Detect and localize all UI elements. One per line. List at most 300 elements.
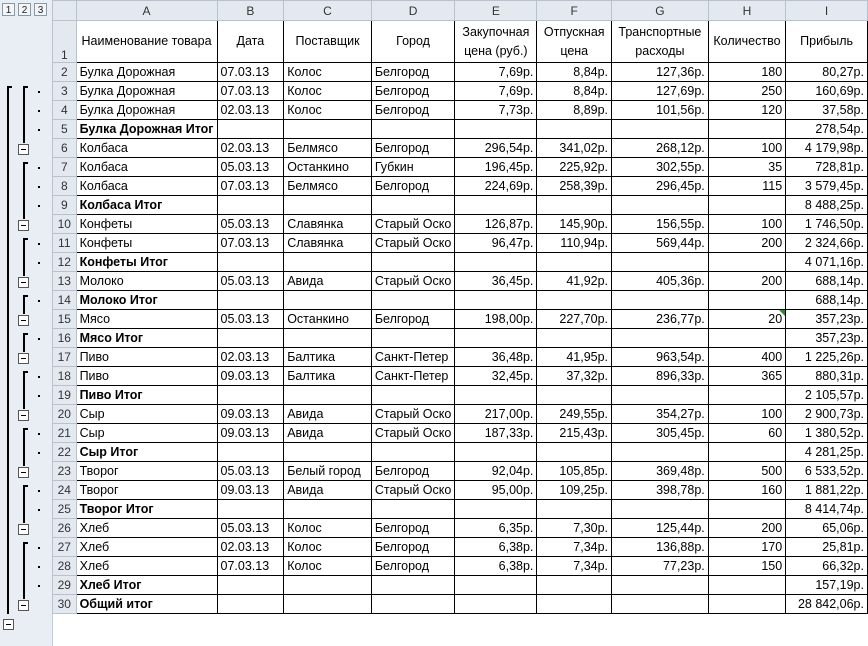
cell-city[interactable]: Белгород (371, 538, 455, 557)
cell-purchase-price[interactable] (455, 329, 537, 348)
cell-supplier[interactable] (284, 329, 372, 348)
cell-product[interactable]: Мясо (76, 310, 217, 329)
cell-quantity[interactable]: 170 (708, 538, 785, 557)
cell-city[interactable]: Губкин (371, 158, 455, 177)
cell-product[interactable]: Хлеб (76, 538, 217, 557)
collapse-group-button[interactable] (18, 277, 29, 288)
row-header[interactable]: 12 (53, 253, 77, 272)
cell-supplier[interactable] (284, 386, 372, 405)
cell-sale-price[interactable]: 225,92р. (537, 158, 612, 177)
cell-product[interactable]: Колбаса (76, 139, 217, 158)
cell-product[interactable]: Общий итог (76, 595, 217, 614)
header-cell-supplier[interactable]: Поставщик (284, 21, 372, 63)
cell-date[interactable]: 09.03.13 (217, 405, 284, 424)
cell-city[interactable]: Старый Оско (371, 405, 455, 424)
cell-profit[interactable]: 8 488,25р. (786, 196, 868, 215)
cell-purchase-price[interactable] (455, 500, 537, 519)
row-header[interactable]: 6 (53, 139, 77, 158)
row-header[interactable]: 17 (53, 348, 77, 367)
cell-supplier[interactable] (284, 253, 372, 272)
cell-transport-cost[interactable] (612, 120, 709, 139)
column-header-g[interactable]: G (612, 1, 709, 21)
cell-sale-price[interactable]: 105,85р. (537, 462, 612, 481)
cell-product[interactable]: Хлеб Итог (76, 576, 217, 595)
cell-purchase-price[interactable]: 6,38р. (455, 538, 537, 557)
cell-profit[interactable]: 37,58р. (786, 101, 868, 120)
cell-date[interactable]: 05.03.13 (217, 272, 284, 291)
row-header[interactable]: 25 (53, 500, 77, 519)
header-cell-sale-price[interactable]: Отпускная цена (537, 21, 612, 63)
collapse-group-button[interactable] (18, 410, 29, 421)
cell-sale-price[interactable]: 341,02р. (537, 139, 612, 158)
collapse-group-button[interactable] (18, 600, 29, 611)
cell-date[interactable] (217, 443, 284, 462)
cell-city[interactable]: Белгород (371, 557, 455, 576)
cell-date[interactable]: 07.03.13 (217, 177, 284, 196)
cell-quantity[interactable]: 20 (708, 310, 785, 329)
outline-level-3-button[interactable]: 3 (34, 3, 47, 16)
cell-quantity[interactable]: 60 (708, 424, 785, 443)
cell-purchase-price[interactable]: 196,45р. (455, 158, 537, 177)
cell-product[interactable]: Сыр (76, 424, 217, 443)
cell-transport-cost[interactable] (612, 595, 709, 614)
collapse-group-button[interactable] (18, 353, 29, 364)
cell-city[interactable] (371, 386, 455, 405)
cell-quantity[interactable]: 100 (708, 405, 785, 424)
cell-product[interactable]: Творог Итог (76, 500, 217, 519)
cell-city[interactable] (371, 595, 455, 614)
cell-quantity[interactable] (708, 120, 785, 139)
cell-supplier[interactable]: Славянка (284, 234, 372, 253)
cell-date[interactable] (217, 576, 284, 595)
cell-supplier[interactable] (284, 120, 372, 139)
cell-purchase-price[interactable]: 6,35р. (455, 519, 537, 538)
cell-product[interactable]: Мясо Итог (76, 329, 217, 348)
cell-purchase-price[interactable]: 296,54р. (455, 139, 537, 158)
cell-quantity[interactable]: 400 (708, 348, 785, 367)
cell-product[interactable]: Сыр (76, 405, 217, 424)
cell-city[interactable]: Старый Оско (371, 234, 455, 253)
cell-transport-cost[interactable]: 305,45р. (612, 424, 709, 443)
cell-transport-cost[interactable]: 77,23р. (612, 557, 709, 576)
cell-sale-price[interactable]: 41,95р. (537, 348, 612, 367)
cell-city[interactable]: Белгород (371, 101, 455, 120)
cell-profit[interactable]: 1 881,22р. (786, 481, 868, 500)
row-header[interactable]: 20 (53, 405, 77, 424)
cell-transport-cost[interactable]: 127,36р. (612, 63, 709, 82)
header-cell-quantity[interactable]: Количество (708, 21, 785, 63)
cell-transport-cost[interactable]: 125,44р. (612, 519, 709, 538)
cell-purchase-price[interactable]: 36,45р. (455, 272, 537, 291)
row-header[interactable]: 23 (53, 462, 77, 481)
cell-profit[interactable]: 688,14р. (786, 272, 868, 291)
header-cell-city[interactable]: Город (371, 21, 455, 63)
cell-product[interactable]: Булка Дорожная Итог (76, 120, 217, 139)
row-header[interactable]: 24 (53, 481, 77, 500)
cell-sale-price[interactable]: 8,84р. (537, 82, 612, 101)
cell-transport-cost[interactable] (612, 329, 709, 348)
cell-sale-price[interactable]: 110,94р. (537, 234, 612, 253)
cell-supplier[interactable]: Колос (284, 63, 372, 82)
cell-city[interactable]: Белгород (371, 82, 455, 101)
row-header[interactable]: 3 (53, 82, 77, 101)
cell-supplier[interactable] (284, 443, 372, 462)
cell-quantity[interactable] (708, 500, 785, 519)
cell-date[interactable]: 02.03.13 (217, 538, 284, 557)
row-header[interactable]: 21 (53, 424, 77, 443)
cell-sale-price[interactable] (537, 196, 612, 215)
cell-date[interactable]: 09.03.13 (217, 367, 284, 386)
cell-quantity[interactable]: 35 (708, 158, 785, 177)
cell-quantity[interactable] (708, 576, 785, 595)
cell-date[interactable]: 05.03.13 (217, 215, 284, 234)
column-header-f[interactable]: F (537, 1, 612, 21)
row-header[interactable]: 9 (53, 196, 77, 215)
cell-sale-price[interactable] (537, 291, 612, 310)
cell-profit[interactable]: 80,27р. (786, 63, 868, 82)
row-header[interactable]: 30 (53, 595, 77, 614)
row-header[interactable]: 22 (53, 443, 77, 462)
cell-sale-price[interactable]: 37,32р. (537, 367, 612, 386)
cell-transport-cost[interactable]: 963,54р. (612, 348, 709, 367)
cell-date[interactable] (217, 386, 284, 405)
collapse-group-button[interactable] (18, 524, 29, 535)
cell-purchase-price[interactable]: 217,00р. (455, 405, 537, 424)
row-header[interactable]: 1 (53, 21, 77, 63)
cell-profit[interactable]: 4 179,98р. (786, 139, 868, 158)
cell-supplier[interactable]: Белый город (284, 462, 372, 481)
cell-date[interactable] (217, 196, 284, 215)
cell-supplier[interactable]: Балтика (284, 367, 372, 386)
collapse-all-button[interactable] (3, 619, 14, 630)
cell-date[interactable] (217, 329, 284, 348)
cell-profit[interactable]: 1 746,50р. (786, 215, 868, 234)
cell-product[interactable]: Булка Дорожная (76, 63, 217, 82)
row-header[interactable]: 4 (53, 101, 77, 120)
cell-quantity[interactable]: 115 (708, 177, 785, 196)
header-cell-date[interactable]: Дата (217, 21, 284, 63)
cell-quantity[interactable] (708, 386, 785, 405)
cell-purchase-price[interactable]: 32,45р. (455, 367, 537, 386)
cell-quantity[interactable]: 100 (708, 215, 785, 234)
cell-profit[interactable]: 880,31р. (786, 367, 868, 386)
row-header[interactable]: 16 (53, 329, 77, 348)
cell-transport-cost[interactable]: 398,78р. (612, 481, 709, 500)
cell-product[interactable]: Молоко Итог (76, 291, 217, 310)
cell-purchase-price[interactable]: 224,69р. (455, 177, 537, 196)
cell-supplier[interactable]: Колос (284, 82, 372, 101)
cell-sale-price[interactable]: 227,70р. (537, 310, 612, 329)
cell-supplier[interactable] (284, 595, 372, 614)
row-header[interactable]: 26 (53, 519, 77, 538)
cell-city[interactable]: Белгород (371, 139, 455, 158)
cell-purchase-price[interactable]: 126,87р. (455, 215, 537, 234)
cell-profit[interactable]: 66,32р. (786, 557, 868, 576)
cell-transport-cost[interactable]: 156,55р. (612, 215, 709, 234)
column-header-b[interactable]: B (217, 1, 284, 21)
cell-supplier[interactable] (284, 291, 372, 310)
row-header[interactable]: 29 (53, 576, 77, 595)
cell-profit[interactable]: 3 579,45р. (786, 177, 868, 196)
cell-product[interactable]: Молоко (76, 272, 217, 291)
cell-purchase-price[interactable]: 95,00р. (455, 481, 537, 500)
cell-supplier[interactable] (284, 196, 372, 215)
cell-supplier[interactable]: Останкино (284, 158, 372, 177)
outline-level-1-button[interactable]: 1 (2, 3, 15, 16)
cell-sale-price[interactable]: 7,34р. (537, 557, 612, 576)
row-header[interactable]: 7 (53, 158, 77, 177)
cell-purchase-price[interactable] (455, 291, 537, 310)
cell-quantity[interactable] (708, 291, 785, 310)
cell-city[interactable]: Старый Оско (371, 424, 455, 443)
cell-profit[interactable]: 357,23р. (786, 310, 868, 329)
cell-product[interactable]: Сыр Итог (76, 443, 217, 462)
cell-sale-price[interactable]: 109,25р. (537, 481, 612, 500)
cell-sale-price[interactable]: 249,55р. (537, 405, 612, 424)
cell-quantity[interactable]: 250 (708, 82, 785, 101)
row-header[interactable]: 2 (53, 63, 77, 82)
cell-transport-cost[interactable]: 101,56р. (612, 101, 709, 120)
cell-product[interactable]: Пиво Итог (76, 386, 217, 405)
cell-date[interactable]: 05.03.13 (217, 462, 284, 481)
cell-product[interactable]: Колбаса (76, 158, 217, 177)
cell-transport-cost[interactable] (612, 576, 709, 595)
cell-product[interactable]: Пиво (76, 367, 217, 386)
cell-product[interactable]: Конфеты Итог (76, 253, 217, 272)
cell-profit[interactable]: 25,81р. (786, 538, 868, 557)
cell-quantity[interactable]: 200 (708, 272, 785, 291)
cell-date[interactable]: 07.03.13 (217, 63, 284, 82)
cell-transport-cost[interactable]: 302,55р. (612, 158, 709, 177)
header-cell-product[interactable]: Наименование товара (76, 21, 217, 63)
column-header-d[interactable]: D (371, 1, 455, 21)
cell-supplier[interactable]: Белмясо (284, 177, 372, 196)
cell-quantity[interactable]: 180 (708, 63, 785, 82)
cell-city[interactable] (371, 576, 455, 595)
cell-date[interactable]: 09.03.13 (217, 481, 284, 500)
cell-profit[interactable]: 157,19р. (786, 576, 868, 595)
cell-quantity[interactable]: 200 (708, 234, 785, 253)
cell-product[interactable]: Пиво (76, 348, 217, 367)
cell-transport-cost[interactable]: 896,33р. (612, 367, 709, 386)
cell-supplier[interactable]: Авида (284, 272, 372, 291)
cell-city[interactable]: Белгород (371, 462, 455, 481)
cell-sale-price[interactable]: 258,39р. (537, 177, 612, 196)
cell-date[interactable]: 07.03.13 (217, 234, 284, 253)
cell-supplier[interactable]: Белмясо (284, 139, 372, 158)
cell-city[interactable]: Старый Оско (371, 481, 455, 500)
row-header[interactable]: 19 (53, 386, 77, 405)
cell-product[interactable]: Булка Дорожная (76, 82, 217, 101)
cell-city[interactable] (371, 253, 455, 272)
cell-sale-price[interactable] (537, 500, 612, 519)
cell-purchase-price[interactable]: 7,69р. (455, 82, 537, 101)
column-header-i[interactable]: I (786, 1, 868, 21)
cell-date[interactable] (217, 500, 284, 519)
cell-date[interactable]: 09.03.13 (217, 424, 284, 443)
row-header[interactable]: 15 (53, 310, 77, 329)
header-cell-purchase-price[interactable]: Закупочная цена (руб.) (455, 21, 537, 63)
cell-purchase-price[interactable]: 7,73р. (455, 101, 537, 120)
cell-transport-cost[interactable]: 354,27р. (612, 405, 709, 424)
cell-city[interactable]: Старый Оско (371, 272, 455, 291)
cell-quantity[interactable]: 150 (708, 557, 785, 576)
cell-purchase-price[interactable]: 96,47р. (455, 234, 537, 253)
cell-transport-cost[interactable]: 405,36р. (612, 272, 709, 291)
cell-quantity[interactable]: 160 (708, 481, 785, 500)
cell-purchase-price[interactable] (455, 196, 537, 215)
cell-quantity[interactable] (708, 329, 785, 348)
collapse-group-button[interactable] (18, 144, 29, 155)
cell-purchase-price[interactable]: 36,48р. (455, 348, 537, 367)
cell-purchase-price[interactable] (455, 386, 537, 405)
cell-profit[interactable]: 278,54р. (786, 120, 868, 139)
cell-purchase-price[interactable]: 187,33р. (455, 424, 537, 443)
cell-city[interactable]: Белгород (371, 177, 455, 196)
cell-transport-cost[interactable] (612, 386, 709, 405)
cell-city[interactable] (371, 196, 455, 215)
cell-transport-cost[interactable] (612, 253, 709, 272)
row-header[interactable]: 8 (53, 177, 77, 196)
cell-product[interactable]: Колбаса Итог (76, 196, 217, 215)
cell-city[interactable] (371, 443, 455, 462)
cell-supplier[interactable] (284, 500, 372, 519)
cell-sale-price[interactable]: 145,90р. (537, 215, 612, 234)
column-header-h[interactable]: H (708, 1, 785, 21)
cell-purchase-price[interactable]: 198,00р. (455, 310, 537, 329)
cell-profit[interactable]: 8 414,74р. (786, 500, 868, 519)
cell-quantity[interactable]: 200 (708, 519, 785, 538)
cell-purchase-price[interactable] (455, 253, 537, 272)
cell-city[interactable] (371, 120, 455, 139)
cell-transport-cost[interactable]: 136,88р. (612, 538, 709, 557)
cell-product[interactable]: Хлеб (76, 557, 217, 576)
row-header[interactable]: 13 (53, 272, 77, 291)
cell-date[interactable]: 05.03.13 (217, 158, 284, 177)
cell-sale-price[interactable] (537, 595, 612, 614)
row-header[interactable]: 10 (53, 215, 77, 234)
cell-supplier[interactable]: Колос (284, 557, 372, 576)
cell-product[interactable]: Конфеты (76, 234, 217, 253)
cell-date[interactable] (217, 120, 284, 139)
cell-purchase-price[interactable] (455, 595, 537, 614)
cell-profit[interactable]: 2 105,57р. (786, 386, 868, 405)
cell-date[interactable]: 07.03.13 (217, 557, 284, 576)
header-cell-transport-cost[interactable]: Транспортные расходы (612, 21, 709, 63)
row-header[interactable]: 14 (53, 291, 77, 310)
cell-supplier[interactable]: Славянка (284, 215, 372, 234)
cell-sale-price[interactable] (537, 443, 612, 462)
cell-supplier[interactable]: Колос (284, 519, 372, 538)
cell-city[interactable] (371, 500, 455, 519)
row-header[interactable]: 5 (53, 120, 77, 139)
cell-product[interactable]: Творог (76, 462, 217, 481)
cell-city[interactable] (371, 329, 455, 348)
cell-purchase-price[interactable]: 7,69р. (455, 63, 537, 82)
cell-transport-cost[interactable]: 268,12р. (612, 139, 709, 158)
row-header[interactable]: 18 (53, 367, 77, 386)
cell-profit[interactable]: 728,81р. (786, 158, 868, 177)
cell-sale-price[interactable]: 8,84р. (537, 63, 612, 82)
cell-date[interactable]: 05.03.13 (217, 310, 284, 329)
cell-transport-cost[interactable] (612, 291, 709, 310)
cell-product[interactable]: Булка Дорожная (76, 101, 217, 120)
cell-profit[interactable]: 2 324,66р. (786, 234, 868, 253)
collapse-group-button[interactable] (18, 315, 29, 326)
cell-date[interactable]: 05.03.13 (217, 519, 284, 538)
cell-profit[interactable]: 2 900,73р. (786, 405, 868, 424)
cell-transport-cost[interactable]: 127,69р. (612, 82, 709, 101)
cell-supplier[interactable]: Колос (284, 101, 372, 120)
cell-purchase-price[interactable] (455, 576, 537, 595)
cell-supplier[interactable]: Авида (284, 405, 372, 424)
cell-sale-price[interactable]: 7,34р. (537, 538, 612, 557)
header-cell-profit[interactable]: Прибыль (786, 21, 868, 63)
cell-transport-cost[interactable]: 569,44р. (612, 234, 709, 253)
column-header-c[interactable]: C (284, 1, 372, 21)
cell-product[interactable]: Хлеб (76, 519, 217, 538)
cell-quantity[interactable] (708, 443, 785, 462)
cell-profit[interactable]: 28 842,06р. (786, 595, 868, 614)
cell-supplier[interactable]: Колос (284, 538, 372, 557)
cell-transport-cost[interactable]: 236,77р. (612, 310, 709, 329)
cell-city[interactable]: Старый Оско (371, 215, 455, 234)
cell-transport-cost[interactable] (612, 443, 709, 462)
select-all-corner[interactable] (53, 1, 77, 21)
cell-purchase-price[interactable] (455, 443, 537, 462)
cell-sale-price[interactable] (537, 386, 612, 405)
cell-quantity[interactable]: 365 (708, 367, 785, 386)
outline-level-2-button[interactable]: 2 (18, 3, 31, 16)
cell-quantity[interactable] (708, 196, 785, 215)
cell-product[interactable]: Творог (76, 481, 217, 500)
cell-sale-price[interactable]: 41,92р. (537, 272, 612, 291)
cell-profit[interactable]: 4 281,25р. (786, 443, 868, 462)
cell-sale-price[interactable]: 7,30р. (537, 519, 612, 538)
cell-sale-price[interactable]: 215,43р. (537, 424, 612, 443)
cell-date[interactable]: 07.03.13 (217, 82, 284, 101)
cell-purchase-price[interactable] (455, 120, 537, 139)
cell-profit[interactable]: 65,06р. (786, 519, 868, 538)
cell-sale-price[interactable] (537, 120, 612, 139)
cell-profit[interactable]: 160,69р. (786, 82, 868, 101)
cell-sale-price[interactable] (537, 253, 612, 272)
collapse-group-button[interactable] (18, 467, 29, 478)
cell-transport-cost[interactable]: 369,48р. (612, 462, 709, 481)
cell-quantity[interactable] (708, 595, 785, 614)
cell-product[interactable]: Конфеты (76, 215, 217, 234)
cell-transport-cost[interactable] (612, 196, 709, 215)
cell-purchase-price[interactable]: 6,38р. (455, 557, 537, 576)
cell-city[interactable]: Белгород (371, 519, 455, 538)
cell-profit[interactable]: 6 533,52р. (786, 462, 868, 481)
cell-date[interactable]: 02.03.13 (217, 348, 284, 367)
cell-date[interactable] (217, 595, 284, 614)
cell-date[interactable]: 02.03.13 (217, 139, 284, 158)
cell-date[interactable] (217, 253, 284, 272)
cell-sale-price[interactable] (537, 576, 612, 595)
cell-quantity[interactable]: 100 (708, 139, 785, 158)
cell-city[interactable]: Санкт-Петер (371, 348, 455, 367)
cell-city[interactable]: Санкт-Петер (371, 367, 455, 386)
column-header-e[interactable]: E (455, 1, 537, 21)
cell-quantity[interactable] (708, 253, 785, 272)
cell-sale-price[interactable]: 8,89р. (537, 101, 612, 120)
cell-profit[interactable]: 357,23р. (786, 329, 868, 348)
cell-city[interactable]: Белгород (371, 310, 455, 329)
cell-supplier[interactable] (284, 576, 372, 595)
cell-purchase-price[interactable]: 92,04р. (455, 462, 537, 481)
